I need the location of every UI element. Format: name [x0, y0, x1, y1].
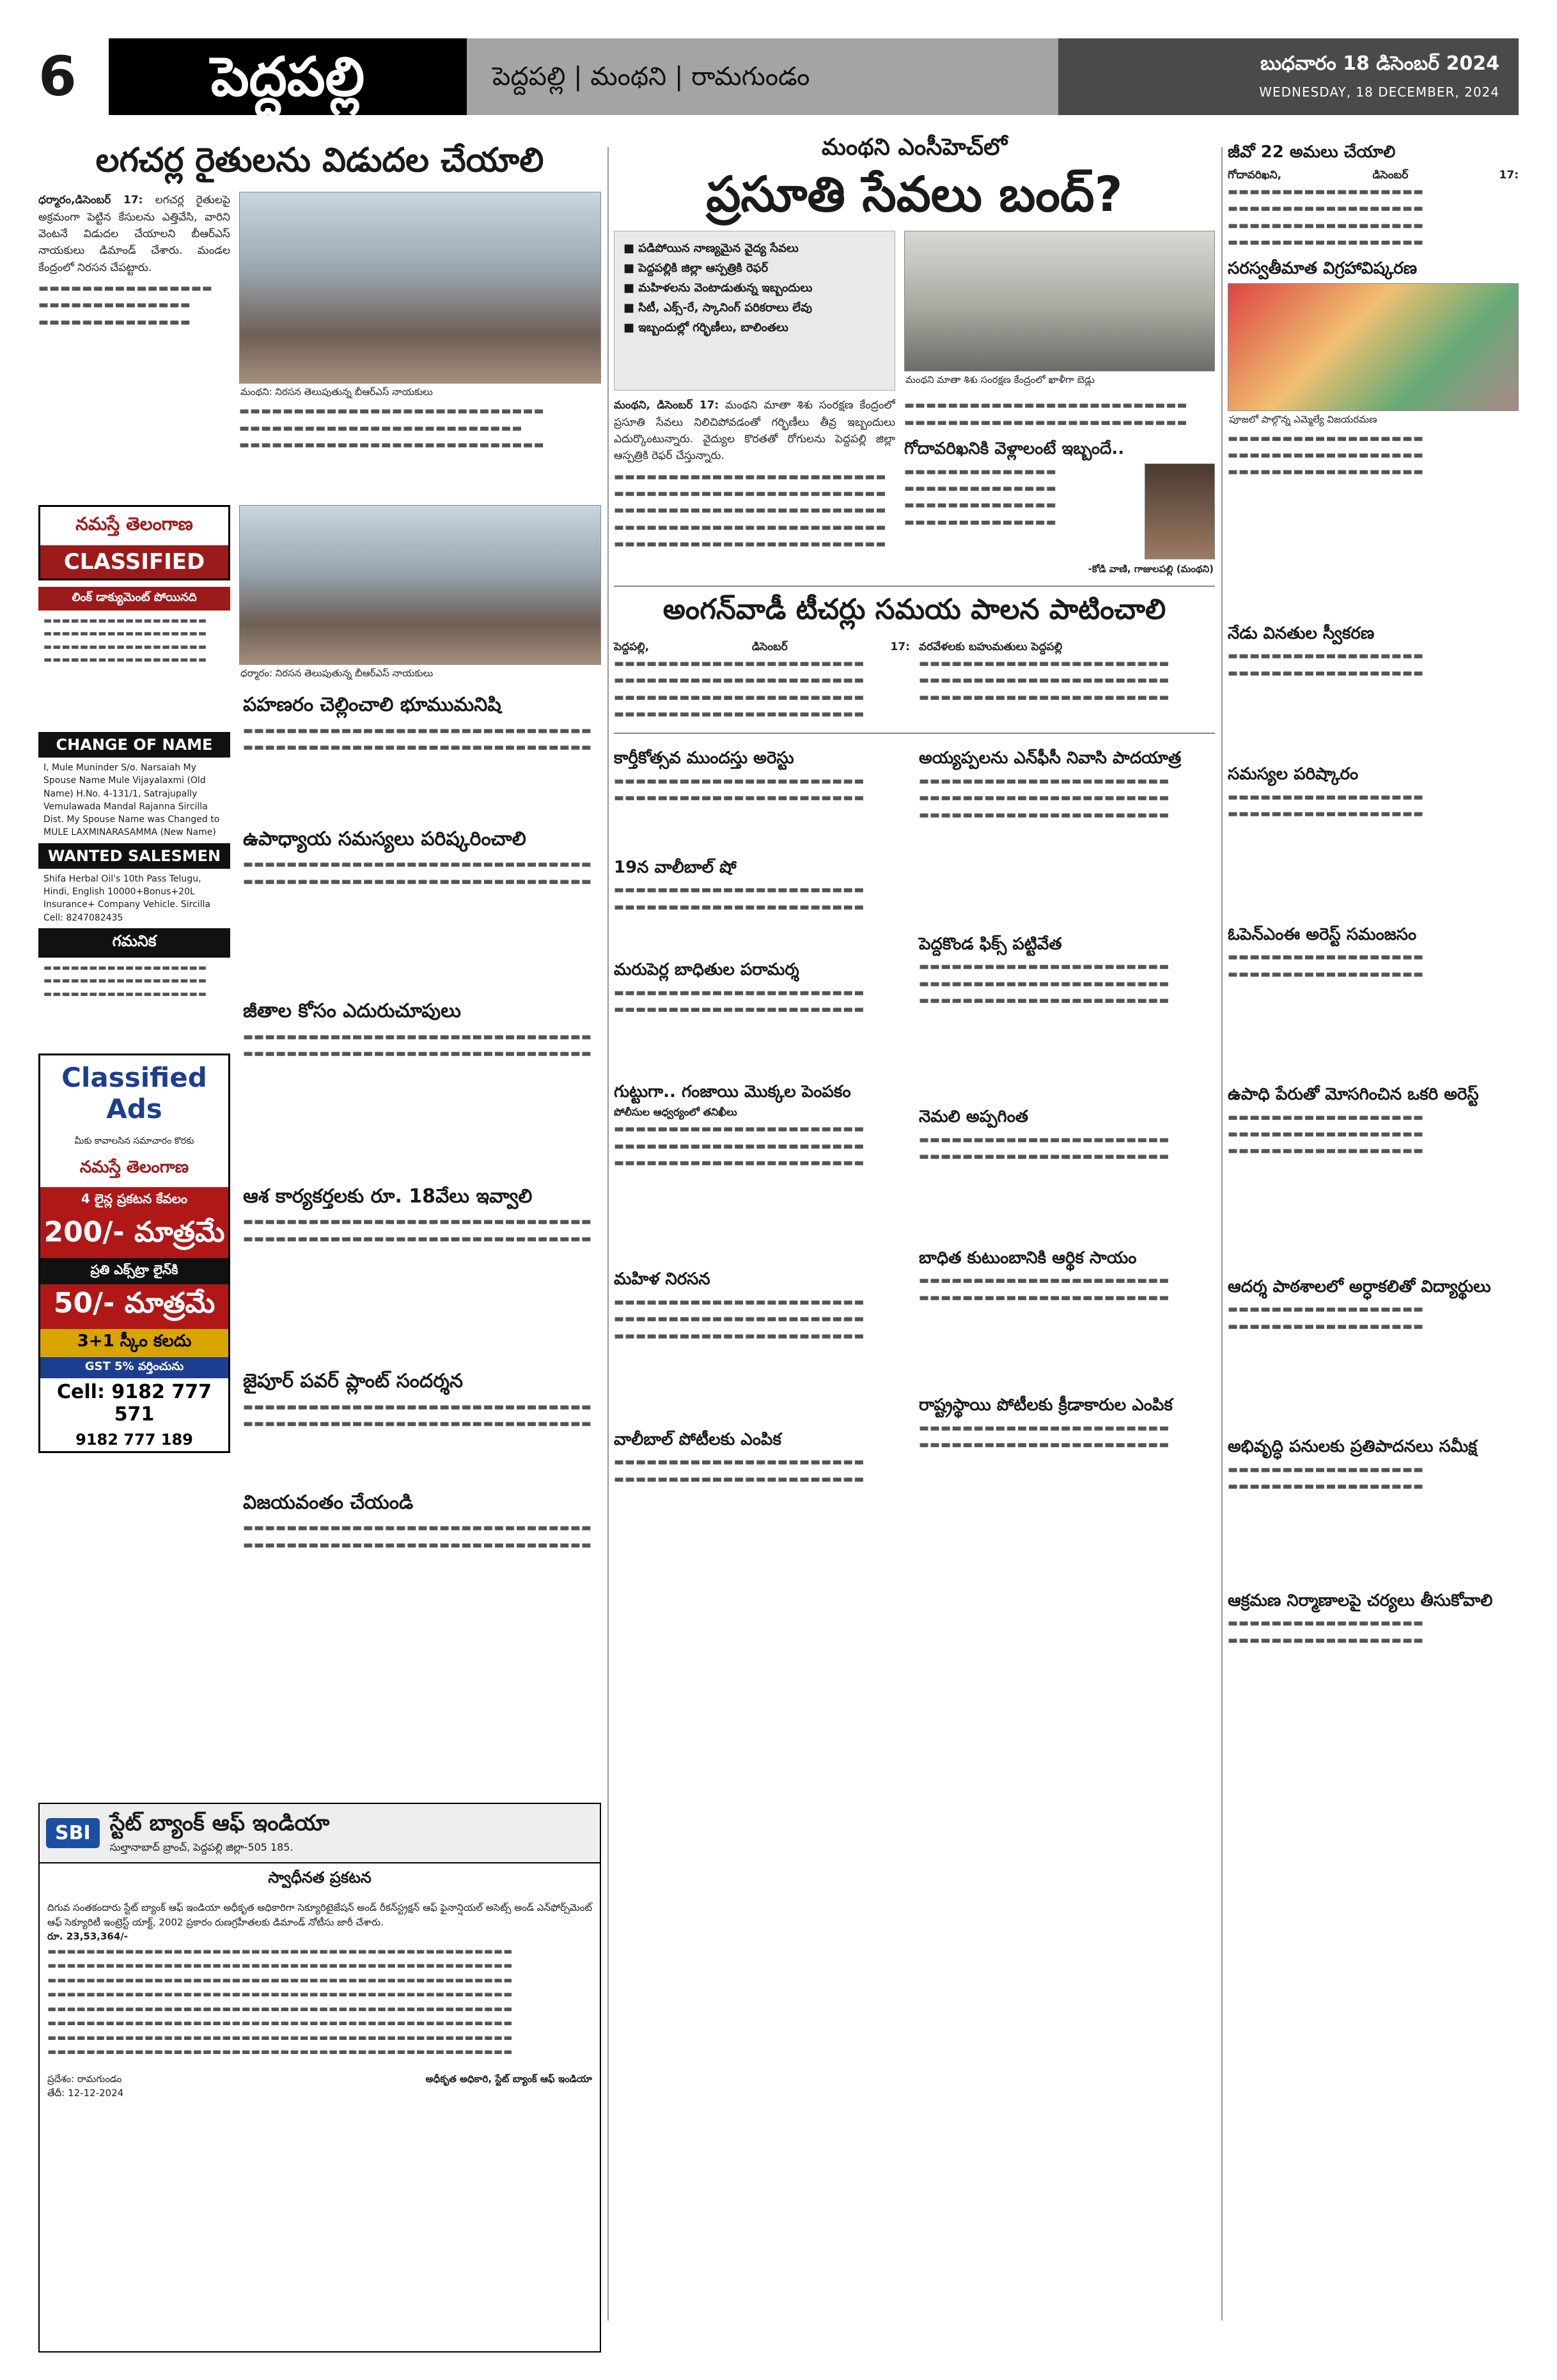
extra-line: ప్రతి ఎక్స్‌ట్రా లైన్‌కి: [40, 1258, 228, 1284]
mch-story: మంథని, డిసెంబర్ 17: మంథని మాతా శిశు సంరక్షణ కేంద్రంలో ప్రసూతి సేవలు నిలిచిపోవడంతో గర్భిణీలు తీవ్ర ఇబ్బందులు ఎదుర్కొంటున్నారు. వైద్యుల కొరతతో రోగులను పెద్దపల్లి జిల్లా ఆస్పత్రికి రెఫర్ చేస్తున్నారు. ▬▬▬▬▬▬▬▬▬▬▬▬▬▬▬▬▬▬▬▬▬▬▬▬▬ ▬▬▬▬▬▬▬▬▬▬▬▬▬▬▬▬▬▬▬▬▬▬▬▬▬ ▬▬▬▬▬▬▬▬▬▬▬▬▬▬▬▬▬▬▬▬▬▬▬▬▬ ▬▬▬▬▬▬▬▬▬▬▬▬▬▬▬▬▬▬▬▬▬▬▬▬▬ ▬▬▬▬▬▬▬▬▬▬▬▬▬▬▬▬▬▬▬▬▬▬▬▬▬: [614, 399, 895, 551]
highlight-item: ■ పెద్దపల్లికి జిల్లా ఆస్పత్రికి రెఫర్: [623, 261, 886, 277]
kicker: మంథని ఎంసీహెచ్‌లో: [821, 134, 1008, 160]
masthead: [38, 38, 1519, 115]
anganwadi-headline: అంగన్‌వాడీ టీచర్లు సమయ పాలన పాటించాలి: [662, 593, 1166, 626]
story-text: ▬▬▬▬▬▬▬▬▬▬▬▬▬▬▬▬▬▬ ▬▬▬▬▬▬▬▬▬▬▬▬▬▬▬▬▬▬: [1228, 1463, 1425, 1493]
highlight-item: ■ పడిపోయిన నాణ్యమైన వైద్య సేవలు: [623, 242, 886, 258]
dateline: గోదావరిఖని, డిసెంబర్ 17:: [1228, 168, 1519, 182]
sub-headline: గోదావరిఖనికి వెళ్లాలంటే ఇబ్బందే..: [904, 439, 1125, 459]
notice-text: ▬▬▬▬▬▬▬▬▬▬▬▬▬▬▬▬▬▬ ▬▬▬▬▬▬▬▬▬▬▬▬▬▬▬▬▬▬ ▬▬▬▬▬▬▬▬▬▬▬▬▬▬▬▬▬▬: [43, 962, 208, 999]
column-rule: [607, 147, 609, 2321]
lead-dateline: ధర్మారం,డిసెంబర్ 17:: [38, 194, 143, 207]
story-headline: మహిళ నిరసన: [614, 1270, 710, 1289]
story-text: ▬▬▬▬▬▬▬▬▬▬▬▬▬▬▬▬▬▬▬▬▬▬▬ ▬▬▬▬▬▬▬▬▬▬▬▬▬▬▬▬▬▬▬▬▬▬▬ ▬▬▬▬▬▬▬▬▬▬▬▬▬▬▬▬▬▬▬▬▬▬▬: [919, 774, 1170, 821]
story-headline: జీతాల కోసం ఎదురుచూపులు: [243, 1000, 461, 1023]
story-text: గోదావరిఖని, డిసెంబర్ 17: ▬▬▬▬▬▬▬▬▬▬▬▬▬▬▬▬▬▬ ▬▬▬▬▬▬▬▬▬▬▬▬▬▬▬▬▬▬ ▬▬▬▬▬▬▬▬▬▬▬▬▬▬▬▬▬▬ ▬▬▬▬▬▬▬▬▬▬▬▬▬▬▬▬▬▬: [1228, 168, 1519, 249]
story-text: ▬▬▬▬▬▬▬▬▬▬▬▬▬▬▬▬▬▬ ▬▬▬▬▬▬▬▬▬▬▬▬▬▬▬▬▬▬: [1228, 649, 1425, 680]
story-text: ▬▬▬▬▬▬▬▬▬▬▬▬▬▬▬▬▬▬▬▬▬▬▬ ▬▬▬▬▬▬▬▬▬▬▬▬▬▬▬▬▬▬▬▬▬▬▬: [614, 774, 865, 805]
story-headline: జీవో 22 అమలు చేయాలి: [1228, 143, 1396, 162]
story-text: ▬▬▬▬▬▬▬▬▬▬▬▬▬▬▬▬▬▬▬▬▬▬▬▬▬▬▬▬▬▬▬▬ ▬▬▬▬▬▬▬▬▬▬▬▬▬▬▬▬▬▬▬▬▬▬▬▬▬▬▬▬▬▬▬▬: [243, 1215, 592, 1245]
story-text: ▬▬▬▬▬▬▬▬▬▬▬▬▬▬▬▬▬▬▬▬▬▬▬▬▬▬▬▬▬▬▬▬ ▬▬▬▬▬▬▬▬▬▬▬▬▬▬▬▬▬▬▬▬▬▬▬▬▬▬▬▬▬▬▬▬: [243, 858, 592, 888]
story-headline: ఆక్రమణ నిర్మాణాలపై చర్యలు తీసుకోవాలి: [1228, 1591, 1493, 1610]
story-text: ▬▬▬▬▬▬▬▬▬▬▬▬▬▬▬▬▬▬▬▬▬▬▬ ▬▬▬▬▬▬▬▬▬▬▬▬▬▬▬▬▬▬▬▬▬▬▬ ▬▬▬▬▬▬▬▬▬▬▬▬▬▬▬▬▬▬▬▬▬▬▬: [919, 960, 1170, 1007]
photo-caption: ధర్మారం: నిరసన తెలుపుతున్న బీఆర్ఎస్ నాయకులు: [240, 667, 434, 680]
sbi-possession-notice: [38, 1803, 601, 2353]
protest-photo-2: [239, 505, 601, 665]
ad-brand: Classified Ads: [61, 1061, 207, 1124]
sbi-signatory: అధీకృత అధికారి, స్టేట్ బ్యాంక్ ఆఫ్ ఇండియా: [425, 2073, 592, 2085]
sbi-notice-title: స్వాధీనత ప్రకటన: [268, 1869, 372, 1886]
gst-badge: GST 5% వర్తించును: [40, 1357, 228, 1378]
story-text: ▬▬▬▬▬▬▬▬▬▬▬▬▬▬▬▬▬▬▬▬▬▬▬▬▬▬▬▬▬▬▬▬ ▬▬▬▬▬▬▬▬▬▬▬▬▬▬▬▬▬▬▬▬▬▬▬▬▬▬▬▬▬▬▬▬: [243, 1030, 592, 1061]
sbi-title: స్టేట్ బ్యాంక్ ఆఫ్ ఇండియా: [109, 1810, 330, 1836]
column-rule: [1221, 147, 1223, 2321]
story-text: ▬▬▬▬▬▬▬▬▬▬▬▬▬▬▬▬▬▬▬▬▬▬▬ ▬▬▬▬▬▬▬▬▬▬▬▬▬▬▬▬▬▬▬▬▬▬▬: [919, 1133, 1170, 1163]
photo-caption: మంథని: నిరసన తెలుపుతున్న బీఆర్ఎస్ నాయకులు: [240, 386, 433, 398]
date-telugu: బుధవారం 18 డిసెంబర్ 2024: [1260, 52, 1499, 75]
lost-docs-text: ▬▬▬▬▬▬▬▬▬▬▬▬▬▬▬▬▬▬ ▬▬▬▬▬▬▬▬▬▬▬▬▬▬▬▬▬▬ ▬▬▬▬▬▬▬▬▬▬▬▬▬▬▬▬▬▬ ▬▬▬▬▬▬▬▬▬▬▬▬▬▬▬▬▬▬: [43, 616, 208, 665]
sbi-place: ప్రదేశం: రామగుండం: [47, 2073, 122, 2085]
sbi-notice-text: దిగువ సంతకందారు స్టేట్ బ్యాంక్ ఆఫ్ ఇండియా అధీకృత అధికారిగా సెక్యూరిటైజేషన్ అండ్ రీకన్‌స్ట్రక్షన్ ఆఫ్ ఫైనాన్షియల్ అసెట్స్ అండ్ ఎన్‌ఫోర్స్‌మెంట్ ఆఫ్ సెక్యూరిటీ ఇంట్రెస్ట్ యాక్ట్, 2002 ప్రకారం రుణగ్రహీతలకు డిమాండ్ నోటీసు జారీ చేశారు. రూ. 23,53,364/- ▬▬▬▬▬▬▬▬▬▬▬▬▬▬▬▬▬▬▬▬▬▬▬▬▬▬▬▬▬▬▬▬▬▬▬▬▬▬▬▬▬▬▬▬▬▬▬▬ ▬▬▬▬▬▬▬▬▬▬▬▬▬▬▬▬▬▬▬▬▬▬▬▬▬▬▬▬▬▬▬▬▬▬▬▬▬▬▬▬▬▬▬▬▬▬▬▬ ▬▬▬▬▬▬▬▬▬▬▬▬▬▬▬▬▬▬▬▬▬▬▬▬▬▬▬▬▬▬▬▬▬▬▬▬▬▬▬▬▬▬▬▬▬▬▬▬ ▬▬▬▬▬▬▬▬▬▬▬▬▬▬▬▬▬▬▬▬▬▬▬▬▬▬▬▬▬▬▬▬▬▬▬▬▬▬▬▬▬▬▬▬▬▬▬▬ ▬▬▬▬▬▬▬▬▬▬▬▬▬▬▬▬▬▬▬▬▬▬▬▬▬▬▬▬▬▬▬▬▬▬▬▬▬▬▬▬▬▬▬▬▬▬▬▬ ▬▬▬▬▬▬▬▬▬▬▬▬▬▬▬▬▬▬▬▬▬▬▬▬▬▬▬▬▬▬▬▬▬▬▬▬▬▬▬▬▬▬▬▬▬▬▬▬ ▬▬▬▬▬▬▬▬▬▬▬▬▬▬▬▬▬▬▬▬▬▬▬▬▬▬▬▬▬▬▬▬▬▬▬▬▬▬▬▬▬▬▬▬▬▬▬▬ ▬▬▬▬▬▬▬▬▬▬▬▬▬▬▬▬▬▬▬▬▬▬▬▬▬▬▬▬▬▬▬▬▬▬▬▬▬▬▬▬▬▬▬▬▬▬▬▬ ప్రదేశం: రామగుండం తేదీ: 12-12-2024 అధీకృత అధికారి, స్టేట్ బ్యాంక్ ఆఫ్ ఇండియా: [40, 1895, 600, 2106]
sbi-logo: SBI: [46, 1818, 100, 1848]
lead-headline: లగచర్ల రైతులను విడుదల చేయాలి: [95, 141, 544, 180]
photo-caption: పూజలో పాల్గొన్న ఎమ్మెల్యే విజయరమణ: [1229, 413, 1377, 425]
story-text: ▬▬▬▬▬▬▬▬▬▬▬▬▬▬▬▬▬▬ ▬▬▬▬▬▬▬▬▬▬▬▬▬▬▬▬▬▬ ▬▬▬▬▬▬▬▬▬▬▬▬▬▬▬▬▬▬: [1228, 432, 1425, 479]
lost-docs-banner: లింక్ డాక్యుమెంట్ పోయినది: [38, 587, 230, 611]
story-text: ▬▬▬▬▬▬▬▬▬▬▬▬▬▬▬▬▬▬ ▬▬▬▬▬▬▬▬▬▬▬▬▬▬▬▬▬▬: [1228, 1617, 1425, 1647]
classified-box: [38, 505, 230, 580]
story-text: ▬▬▬▬▬▬▬▬▬▬▬▬▬▬▬▬▬▬▬▬▬▬▬ ▬▬▬▬▬▬▬▬▬▬▬▬▬▬▬▬▬▬▬▬▬▬▬: [614, 986, 865, 1016]
story-text: ▬▬▬▬▬▬▬▬▬▬▬▬▬▬▬▬▬▬▬▬▬▬▬ ▬▬▬▬▬▬▬▬▬▬▬▬▬▬▬▬▬▬▬▬▬▬▬: [919, 1421, 1170, 1452]
contact-phone: Cell: 9182 777 571: [40, 1378, 228, 1428]
highlight-item: ■ మహిళలను వెంటాడుతున్న ఇబ్బందులు: [623, 281, 886, 297]
photo-caption: మంథని మాతా శిశు సంరక్షణ కేంద్రంలో ఖాళీగా బెడ్లు: [905, 374, 1095, 386]
story-headline: సమస్యల పరిష్కారం: [1228, 765, 1359, 784]
story-text: ▬▬▬▬▬▬▬▬▬▬▬▬▬▬▬▬▬▬ ▬▬▬▬▬▬▬▬▬▬▬▬▬▬▬▬▬▬ ▬▬▬▬▬▬▬▬▬▬▬▬▬▬▬▬▬▬: [1228, 1110, 1425, 1158]
story-text: ▬▬▬▬▬▬▬▬▬▬▬▬▬▬▬▬▬▬▬▬▬▬▬ ▬▬▬▬▬▬▬▬▬▬▬▬▬▬▬▬▬▬▬▬▬▬▬ ▬▬▬▬▬▬▬▬▬▬▬▬▬▬▬▬▬▬▬▬▬▬▬: [614, 1123, 865, 1170]
sbi-paragraph: దిగువ సంతకందారు స్టేట్ బ్యాంక్ ఆఫ్ ఇండియా అధీకృత అధికారిగా సెక్యూరిటైజేషన్ అండ్ రీకన్‌స్ట్రక్షన్ ఆఫ్ ఫైనాన్షియల్ అసెట్స్ అండ్ ఎన్‌ఫోర్స్‌మెంట్ ఆఫ్ సెక్యూరిటీ ఇంట్రెస్ట్ యాక్ట్, 2002 ప్రకారం రుణగ్రహీతలకు డిమాండ్ నోటీసు జారీ చేశారు.: [47, 1902, 592, 1928]
change-of-name-banner: CHANGE OF NAME: [38, 732, 230, 758]
wanted-text: Shifa Herbal Oil's 10th Pass Telugu, Hindi, English 10000+Bonus+20L Insurance+ Company Vehicle. Sircilla Cell: 8247082435: [43, 873, 211, 923]
brand-name: నమస్తే తెలంగాణ: [75, 513, 193, 534]
change-of-name-text: I, Mule Muninder S/o. Narsaiah My Spouse Name Mule Vijayalaxmi (Old Name) H.No. 4-131/1, Satrajupally Vemulawada Mandal Rajanna Sircilla Dist. My Spouse Name was Changed to MULE LAXMINARASAMMA (New Name): [43, 763, 220, 838]
story-text: ▬▬▬▬▬▬▬▬▬▬▬▬▬▬▬▬▬▬▬▬▬▬▬ ▬▬▬▬▬▬▬▬▬▬▬▬▬▬▬▬▬▬▬▬▬▬▬: [614, 883, 865, 914]
story-text: ▬▬▬▬▬▬▬▬▬▬▬▬▬▬▬▬▬▬ ▬▬▬▬▬▬▬▬▬▬▬▬▬▬▬▬▬▬: [1228, 951, 1425, 981]
story-headline: సరస్వతీమాత విగ్రహావిష్కరణ: [1228, 259, 1418, 279]
story-headline: విజయవంతం చేయండి: [243, 1491, 414, 1514]
ad-tagline: మీకు కావాలసిన సమాచారం కొరకు: [74, 1135, 194, 1146]
story-text: ▬▬▬▬▬▬▬▬▬▬▬▬▬▬▬▬▬▬▬▬▬▬▬ ▬▬▬▬▬▬▬▬▬▬▬▬▬▬▬▬▬▬▬▬▬▬▬ ▬▬▬▬▬▬▬▬▬▬▬▬▬▬▬▬▬▬▬▬▬▬▬: [614, 1295, 865, 1342]
main-headline: ప్రసూతి సేవలు బంద్?: [706, 166, 1123, 222]
story-headline: ఉపాధ్యాయ సమస్యలు పరిష్కరించాలి: [243, 827, 526, 850]
story-headline: 19న వాలీబాల్ షో: [614, 857, 737, 877]
story-text: ▬▬▬▬▬▬▬▬▬▬▬▬▬▬▬▬▬▬▬▬▬▬▬▬▬▬▬▬▬▬▬▬ ▬▬▬▬▬▬▬▬▬▬▬▬▬▬▬▬▬▬▬▬▬▬▬▬▬▬▬▬▬▬▬▬: [243, 1400, 592, 1431]
story-headline: రాష్ట్రస్థాయి పోటీలకు క్రీడాకారుల ఎంపిక: [919, 1396, 1173, 1415]
date-english: WEDNESDAY, 18 DECEMBER, 2024: [1259, 84, 1499, 100]
story-text: ▬▬▬▬▬▬▬▬▬▬▬▬▬▬▬▬▬▬ ▬▬▬▬▬▬▬▬▬▬▬▬▬▬▬▬▬▬: [1228, 1303, 1425, 1333]
story-text: ▬▬▬▬▬▬▬▬▬▬▬▬▬▬▬▬▬▬▬▬▬▬▬▬▬▬▬▬ ▬▬▬▬▬▬▬▬▬▬▬▬▬▬▬▬▬▬▬▬▬▬▬▬▬▬ ▬▬▬▬▬▬▬▬▬▬▬▬▬▬▬▬▬▬▬▬▬▬▬▬▬▬▬▬: [239, 405, 545, 452]
dateline: మంథని, డిసెంబర్ 17:: [614, 399, 719, 412]
story-text: ▬▬▬▬▬▬▬▬▬▬▬▬▬▬▬▬▬▬▬▬▬▬▬▬▬▬▬▬▬▬▬▬ ▬▬▬▬▬▬▬▬▬▬▬▬▬▬▬▬▬▬▬▬▬▬▬▬▬▬▬▬▬▬▬▬: [243, 1521, 592, 1552]
classified-label: CLASSIFIED: [40, 545, 228, 579]
story-headline: పహణరం చెల్లించాలి భూముమనిషి: [243, 694, 501, 717]
story-headline: గుట్టుగా.. గంజాయి మొక్కల పెంపకం: [614, 1082, 851, 1101]
lead-story: ధర్మారం,డిసెంబర్ 17: లగచర్ల రైతులపై అక్రమంగా పెట్టిన కేసులను ఎత్తివేసి, వారిని వెంటనే విడుదల చేయాలని బీఆర్ఎస్ నాయకులు డిమాండ్ చేశారు. మండల కేంద్రంలో నిరసన చేపట్టారు. ▬▬▬▬▬▬▬▬▬▬▬▬▬▬▬▬ ▬▬▬▬▬▬▬▬▬▬▬▬▬▬ ▬▬▬▬▬▬▬▬▬▬▬▬▬▬: [38, 194, 231, 329]
story-text: ▬▬▬▬▬▬▬▬▬▬▬▬▬▬▬▬▬▬▬▬▬▬▬▬▬▬▬▬▬▬▬▬ ▬▬▬▬▬▬▬▬▬▬▬▬▬▬▬▬▬▬▬▬▬▬▬▬▬▬▬▬▬▬▬▬: [243, 724, 592, 754]
sbi-header: [40, 1804, 600, 1863]
story-headline: అభివృద్ధి పనులకు ప్రతిపాదనలు సమీక్ష: [1228, 1437, 1477, 1457]
story-text: ▬▬▬▬▬▬▬▬▬▬▬▬▬▬▬▬▬▬▬▬▬▬▬ ▬▬▬▬▬▬▬▬▬▬▬▬▬▬▬▬▬▬▬▬▬▬▬: [614, 1456, 865, 1486]
story-headline: మరుపెర్ల బాధితుల పరామర్శ: [614, 960, 799, 980]
story-text: పెద్దపల్లి, డిసెంబర్ 17: ▬▬▬▬▬▬▬▬▬▬▬▬▬▬▬▬▬▬▬▬▬▬▬ ▬▬▬▬▬▬▬▬▬▬▬▬▬▬▬▬▬▬▬▬▬▬▬ ▬▬▬▬▬▬▬▬▬▬▬▬▬▬▬▬▬▬▬▬▬▬▬ ▬▬▬▬▬▬▬▬▬▬▬▬▬▬▬▬▬▬▬▬▬▬▬: [614, 640, 910, 720]
story-text: మంథని మాతా శిశు సంరక్షణ కేంద్రంలో ప్రసూతి సేవలు నిలిచిపోవడంతో గర్భిణీలు తీవ్ర ఇబ్బందులు ఎదుర్కొంటున్నారు. వైద్యుల కొరతతో రోగులను పెద్దపల్లి జిల్లా ఆస్పత్రికి రెఫర్ చేస్తున్నారు.: [614, 399, 895, 463]
sbi-branch: సుల్తానాబాద్ బ్రాంచ్, పెద్దపల్లి జిల్లా-505 185.: [109, 1841, 293, 1853]
classified-ad-box: [38, 1054, 230, 1453]
district-title: పెద్దపల్లి: [109, 38, 467, 115]
price-200: 200/- మాత్రమే: [40, 1213, 228, 1258]
contact-phone-2: 9182 777 189: [40, 1428, 228, 1451]
column-right: [1228, 134, 1519, 1743]
story-headline: నెమలి అప్పగింత: [919, 1107, 1029, 1127]
story-headline: నేడు వినతుల స్వీకరణ: [1228, 623, 1375, 643]
story-text: ▬▬▬▬▬▬▬▬▬▬▬▬▬▬▬▬▬▬ ▬▬▬▬▬▬▬▬▬▬▬▬▬▬▬▬▬▬: [1228, 790, 1425, 821]
story-headline: బాధిత కుటుంబానికి ఆర్థిక సాయం: [919, 1248, 1137, 1268]
ad-brand-telugu: నమస్తే తెలంగాణ: [79, 1158, 189, 1178]
dateline: పెద్దపల్లి, డిసెంబర్ 17:: [614, 640, 910, 653]
story-text: వరవేళలకు బహుమతులు పెద్దపల్లి ▬▬▬▬▬▬▬▬▬▬▬▬▬▬▬▬▬▬▬▬▬▬▬ ▬▬▬▬▬▬▬▬▬▬▬▬▬▬▬▬▬▬▬▬▬▬▬ ▬▬▬▬▬▬▬▬▬▬▬▬▬▬▬▬▬▬▬▬▬▬▬: [919, 639, 1215, 727]
wanted-banner: WANTED SALESMEN: [38, 843, 230, 869]
story-text: ▬▬▬▬▬▬▬▬▬▬▬▬▬▬▬▬▬▬▬▬▬▬▬ ▬▬▬▬▬▬▬▬▬▬▬▬▬▬▬▬▬▬▬▬▬▬▬: [919, 1274, 1170, 1304]
story-headline: కార్తీకోత్సవ ముందస్తు అరెస్టు: [614, 749, 794, 768]
classified-ads: [38, 505, 230, 1459]
notice-banner: గమనిక: [38, 928, 230, 958]
story-headline: జైపూర్ పవర్ ప్లాంట్ సందర్శన: [243, 1370, 464, 1393]
story-headline: వాలీబాల్ పోటీలకు ఎంపిక: [614, 1429, 781, 1449]
highlight-item: ■ ఇబ్బందుల్లో గర్భిణీలు, బాలింతలు: [623, 321, 886, 337]
offer-badge: 3+1 స్కీం కలదు: [40, 1329, 228, 1357]
hospital-ward-photo: [904, 231, 1215, 371]
story-headline: ఓపెన్‌ఎంఈ అరెస్ట్ సమంజసం: [1228, 924, 1417, 944]
lead-text: లగచర్ల రైతులపై అక్రమంగా పెట్టిన కేసులను ఎత్తివేసి, వారిని వెంటనే విడుదల చేయాలని బీఆర్ఎస్ నాయకులు డిమాండ్ చేశారు. మండల కేంద్రంలో నిరసన చేపట్టారు.: [38, 194, 231, 274]
sub-headline: వరవేళలకు బహుమతులు పెద్దపల్లి: [919, 640, 1063, 653]
divider: [614, 733, 1215, 734]
story-headline: ఆశ కార్యకర్తలకు రూ. 18వేలు ఇవ్వాలి: [243, 1185, 533, 1208]
protest-photo-1: [239, 192, 601, 384]
column-middle: మంథని ఎంసీహెచ్‌లో ప్రసూతి సేవలు బంద్? ■ పడిపోయిన నాణ్యమైన వైద్య సేవలు ■ పెద్దపల్లికి జిల్లా ఆస్పత్రికి రెఫర్ ■ మహిళలను వెంటాడుతున్న ఇబ్బందులు ■ సిటీ, ఎక్స్-రే, స్కానింగ్ పరికరాలు లేవు ■ ఇబ్బందుల్లో గర్భిణీలు, బాలింతలు మంథని మాతా శిశు సంరక్షణ కేంద్రంలో ఖాళీగా బెడ్లు మంథని, డిసెంబర్ 17: మంథని మాతా శిశు సంరక్షణ కేంద్రంలో ప్రసూతి సేవలు నిలిచిపోవడంతో గర్భిణీలు తీవ్ర ఇబ్బందులు ఎదుర్కొంటున్నారు. వైద్యుల కొరతతో రోగులను పెద్దపల్లి జిల్లా ఆస్పత్రికి రెఫర్ చేస్తున్నారు. ▬▬▬▬▬▬▬▬▬▬▬▬▬▬▬▬▬▬▬▬▬▬▬▬▬ ▬▬▬▬▬▬▬▬▬▬▬▬▬▬▬▬▬▬▬▬▬▬▬▬▬ ▬▬▬▬▬▬▬▬▬▬▬▬▬▬▬▬▬▬▬▬▬▬▬▬▬ ▬▬▬▬▬▬▬▬▬▬▬▬▬▬▬▬▬▬▬▬▬▬▬▬▬ ▬▬▬▬▬▬▬▬▬▬▬▬▬▬▬▬▬▬▬▬▬▬▬▬▬ ▬▬▬▬▬▬▬▬▬▬▬▬▬▬▬▬▬▬▬▬▬▬▬▬▬▬ ▬▬▬▬▬▬▬▬▬▬▬▬▬▬▬▬▬▬▬▬▬▬▬▬▬▬ గోదావరిఖనికి వెళ్లాలంటే ఇబ్బందే.. ▬▬▬▬▬▬▬▬▬▬▬▬▬▬ ▬▬▬▬▬▬▬▬▬▬▬▬▬▬ ▬▬▬▬▬▬▬▬▬▬▬▬▬▬ ▬▬▬▬▬▬▬▬▬▬▬▬▬▬ -కోడి వాణి, గాజులపల్లి (మంథని) అంగన్‌వాడీ టీచర్లు సమయ పాలన పాటించాలి పెద్దపల్లి, డిసెంబర్ 17: ▬▬▬▬▬▬▬▬▬▬▬▬▬▬▬▬▬▬▬▬▬▬▬ ▬▬▬▬▬▬▬▬▬▬▬▬▬▬▬▬▬▬▬▬▬▬▬ ▬▬▬▬▬▬▬▬▬▬▬▬▬▬▬▬▬▬▬▬▬▬▬ ▬▬▬▬▬▬▬▬▬▬▬▬▬▬▬▬▬▬▬▬▬▬▬ వరవేళలకు బహుమతులు పెద్దపల్లి ▬▬▬▬▬▬▬▬▬▬▬▬▬▬▬▬▬▬▬▬▬▬▬ ▬▬▬▬▬▬▬▬▬▬▬▬▬▬▬▬▬▬▬▬▬▬▬ ▬▬▬▬▬▬▬▬▬▬▬▬▬▬▬▬▬▬▬▬▬▬▬ కార్తీకోత్సవ ముందస్తు అరెస్టు ▬▬▬▬▬▬▬▬▬▬▬▬▬▬▬▬▬▬▬▬▬▬▬ ▬▬▬▬▬▬▬▬▬▬▬▬▬▬▬▬▬▬▬▬▬▬▬ 19న వాలీబాల్ షో ▬▬▬▬▬▬▬▬▬▬▬▬▬▬▬▬▬▬▬▬▬▬▬ ▬▬▬▬▬▬▬▬▬▬▬▬▬▬▬▬▬▬▬▬▬▬▬ మరుపెర్ల బాధితుల పరామర్శ ▬▬▬▬▬▬▬▬▬▬▬▬▬▬▬▬▬▬▬▬▬▬▬ ▬▬▬▬▬▬▬▬▬▬▬▬▬▬▬▬▬▬▬▬▬▬▬ గుట్టుగా.. గంజాయి మొక్కల పెంపకం పోలీసుల ఆధ్వర్యంలో తనిఖీలు ▬▬▬▬▬▬▬▬▬▬▬▬▬▬▬▬▬▬▬▬▬▬▬ ▬▬▬▬▬▬▬▬▬▬▬▬▬▬▬▬▬▬▬▬▬▬▬ ▬▬▬▬▬▬▬▬▬▬▬▬▬▬▬▬▬▬▬▬▬▬▬ మహిళ నిరసన ▬▬▬▬▬▬▬▬▬▬▬▬▬▬▬▬▬▬▬▬▬▬▬ ▬▬▬▬▬▬▬▬▬▬▬▬▬▬▬▬▬▬▬▬▬▬▬ ▬▬▬▬▬▬▬▬▬▬▬▬▬▬▬▬▬▬▬▬▬▬▬ వాలీబాల్ పోటీలకు ఎంపిక ▬▬▬▬▬▬▬▬▬▬▬▬▬▬▬▬▬▬▬▬▬▬▬ ▬▬▬▬▬▬▬▬▬▬▬▬▬▬▬▬▬▬▬▬▬▬▬ అయ్యప్పలను ఎన్‌ఫీసీ నివాసి పాదయాత్ర ▬▬▬▬▬▬▬▬▬▬▬▬▬▬▬▬▬▬▬▬▬▬▬ ▬▬▬▬▬▬▬▬▬▬▬▬▬▬▬▬▬▬▬▬▬▬▬ ▬▬▬▬▬▬▬▬▬▬▬▬▬▬▬▬▬▬▬▬▬▬▬ పెద్దకొండ ఫిక్స్ పట్టివేత ▬▬▬▬▬▬▬▬▬▬▬▬▬▬▬▬▬▬▬▬▬▬▬ ▬▬▬▬▬▬▬▬▬▬▬▬▬▬▬▬▬▬▬▬▬▬▬ ▬▬▬▬▬▬▬▬▬▬▬▬▬▬▬▬▬▬▬▬▬▬▬ నెమలి అప్పగింత ▬▬▬▬▬▬▬▬▬▬▬▬▬▬▬▬▬▬▬▬▬▬▬ ▬▬▬▬▬▬▬▬▬▬▬▬▬▬▬▬▬▬▬▬▬▬▬ బాధిత కుటుంబానికి ఆర్థిక సాయం ▬▬▬▬▬▬▬▬▬▬▬▬▬▬▬▬▬▬▬▬▬▬▬ ▬▬▬▬▬▬▬▬▬▬▬▬▬▬▬▬▬▬▬▬▬▬▬ రాష్ట్రస్థాయి పోటీలకు క్రీడాకారుల ఎంపిక ▬▬▬▬▬▬▬▬▬▬▬▬▬▬▬▬▬▬▬▬▬▬▬ ▬▬▬▬▬▬▬▬▬▬▬▬▬▬▬▬▬▬▬▬▬▬▬: [614, 134, 1215, 1548]
story-headline: ఉపాధి పేరుతో మోసగించిన ఒకరి అరెస్ట్: [1228, 1085, 1479, 1105]
sbi-date: తేదీ: 12-12-2024: [47, 2087, 124, 2099]
person-photo: [1145, 463, 1215, 559]
date-box: [1058, 38, 1519, 115]
divider: [614, 586, 1215, 587]
story-headline: ఆదర్శ పాఠశాలలో అర్ధాకలితో విద్యార్థులు: [1228, 1277, 1491, 1296]
towns-strip: పెద్దపల్లి | మంథని | రామగుండం: [467, 38, 1058, 115]
idol-unveiling-photo: [1228, 283, 1519, 411]
story-headline: పెద్దకొండ ఫిక్స్ పట్టివేత: [919, 934, 1062, 954]
highlight-item: ■ సిటీ, ఎక్స్-రే, స్కానింగ్ పరికరాలు లేవు: [623, 301, 886, 317]
price-50: 50/- మాత్రమే: [40, 1284, 228, 1329]
sbi-amount: రూ. 23,53,364/-: [47, 1931, 128, 1942]
person-caption: -కోడి వాణి, గాజులపల్లి (మంథని): [1088, 563, 1214, 575]
page-number: 6: [38, 38, 109, 115]
lines-offer: 4 లైన్ల ప్రకటన కేవలం: [40, 1187, 228, 1213]
story-headline: అయ్యప్పలను ఎన్‌ఫీసీ నివాసి పాదయాత్ర: [919, 749, 1182, 768]
story-subhead: పోలీసుల ఆధ్వర్యంలో తనిఖీలు: [614, 1106, 737, 1119]
highlights-box: [614, 231, 895, 391]
